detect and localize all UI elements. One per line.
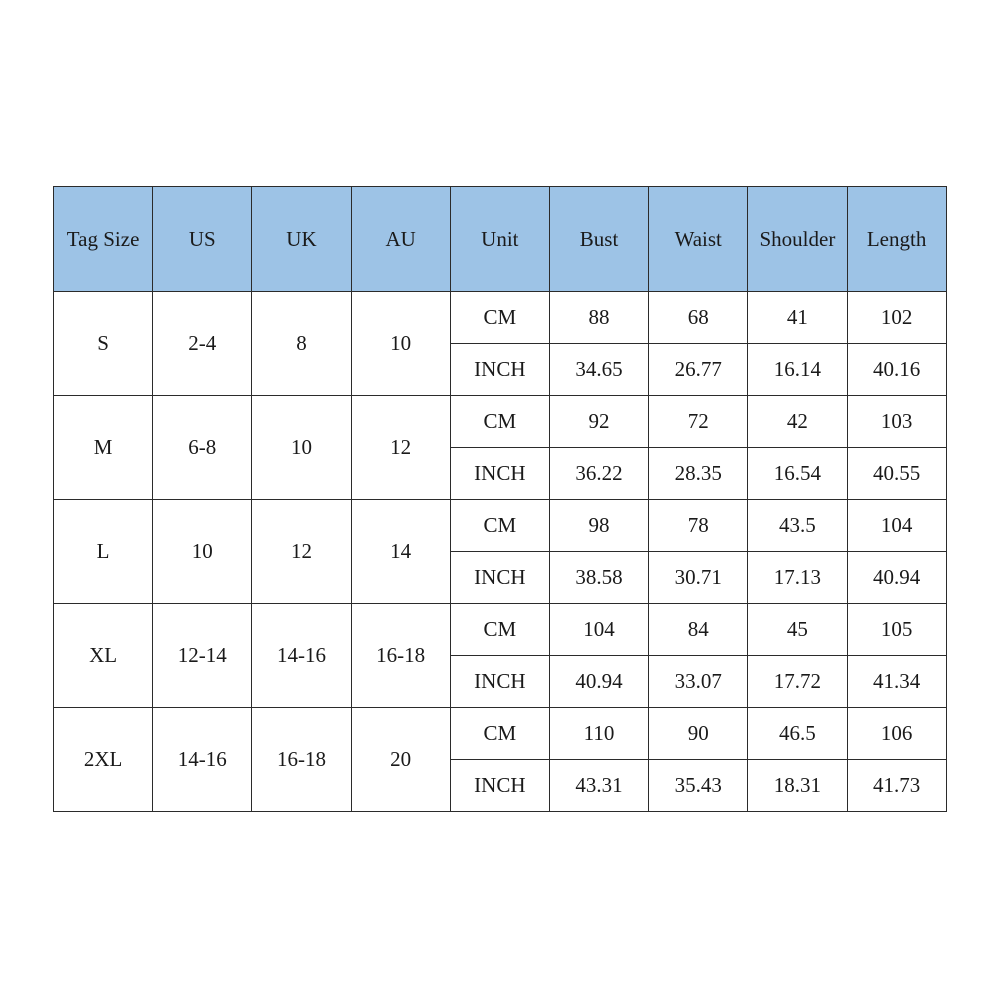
table-row (54, 604, 947, 656)
waist-cell: 78 (649, 500, 748, 552)
us-size-cell: 12-14 (153, 604, 252, 708)
shoulder-cell: 43.5 (748, 500, 847, 552)
waist-cell: 33.07 (649, 656, 748, 708)
length-cell: 106 (847, 708, 946, 760)
table-row (54, 396, 947, 448)
bust-cell: 43.31 (549, 760, 648, 812)
bust-cell: 38.58 (549, 552, 648, 604)
tag-size-cell: 2XL (54, 708, 153, 812)
length-cell: 104 (847, 500, 946, 552)
unit-cell: INCH (450, 552, 549, 604)
header-bust: Bust (549, 187, 648, 292)
us-size-cell: 6-8 (153, 396, 252, 500)
unit-cell: INCH (450, 448, 549, 500)
unit-cell: CM (450, 708, 549, 760)
unit-cell: CM (450, 396, 549, 448)
table-row (54, 708, 947, 760)
uk-size-cell: 14-16 (252, 604, 351, 708)
us-size-cell: 10 (153, 500, 252, 604)
shoulder-cell: 41 (748, 292, 847, 344)
bust-cell: 40.94 (549, 656, 648, 708)
length-cell: 40.16 (847, 344, 946, 396)
waist-cell: 90 (649, 708, 748, 760)
header-unit: Unit (450, 187, 549, 292)
header-shoulder: Shoulder (748, 187, 847, 292)
tag-size-cell: L (54, 500, 153, 604)
table-row (54, 500, 947, 552)
shoulder-cell: 16.54 (748, 448, 847, 500)
tag-size-cell: XL (54, 604, 153, 708)
header-tag-size: Tag Size (54, 187, 153, 292)
bust-cell: 98 (549, 500, 648, 552)
au-size-cell: 20 (351, 708, 450, 812)
header-length: Length (847, 187, 946, 292)
unit-cell: INCH (450, 656, 549, 708)
waist-cell: 68 (649, 292, 748, 344)
us-size-cell: 2-4 (153, 292, 252, 396)
unit-cell: CM (450, 500, 549, 552)
length-cell: 40.55 (847, 448, 946, 500)
unit-cell: CM (450, 604, 549, 656)
au-size-cell: 12 (351, 396, 450, 500)
unit-cell: CM (450, 292, 549, 344)
header-au: AU (351, 187, 450, 292)
waist-cell: 26.77 (649, 344, 748, 396)
bust-cell: 88 (549, 292, 648, 344)
header-uk: UK (252, 187, 351, 292)
waist-cell: 72 (649, 396, 748, 448)
uk-size-cell: 8 (252, 292, 351, 396)
shoulder-cell: 46.5 (748, 708, 847, 760)
shoulder-cell: 42 (748, 396, 847, 448)
length-cell: 41.34 (847, 656, 946, 708)
header-us: US (153, 187, 252, 292)
waist-cell: 28.35 (649, 448, 748, 500)
header-row (54, 187, 947, 292)
unit-cell: INCH (450, 760, 549, 812)
au-size-cell: 10 (351, 292, 450, 396)
bust-cell: 34.65 (549, 344, 648, 396)
waist-cell: 35.43 (649, 760, 748, 812)
header-waist: Waist (649, 187, 748, 292)
length-cell: 102 (847, 292, 946, 344)
length-cell: 103 (847, 396, 946, 448)
bust-cell: 110 (549, 708, 648, 760)
uk-size-cell: 10 (252, 396, 351, 500)
shoulder-cell: 17.13 (748, 552, 847, 604)
length-cell: 41.73 (847, 760, 946, 812)
shoulder-cell: 45 (748, 604, 847, 656)
tag-size-cell: S (54, 292, 153, 396)
length-cell: 105 (847, 604, 946, 656)
au-size-cell: 16-18 (351, 604, 450, 708)
table-row (54, 292, 947, 344)
uk-size-cell: 16-18 (252, 708, 351, 812)
shoulder-cell: 16.14 (748, 344, 847, 396)
shoulder-cell: 17.72 (748, 656, 847, 708)
length-cell: 40.94 (847, 552, 946, 604)
shoulder-cell: 18.31 (748, 760, 847, 812)
uk-size-cell: 12 (252, 500, 351, 604)
tag-size-cell: M (54, 396, 153, 500)
bust-cell: 36.22 (549, 448, 648, 500)
waist-cell: 84 (649, 604, 748, 656)
bust-cell: 104 (549, 604, 648, 656)
size-chart-table (53, 186, 947, 812)
unit-cell: INCH (450, 344, 549, 396)
au-size-cell: 14 (351, 500, 450, 604)
us-size-cell: 14-16 (153, 708, 252, 812)
bust-cell: 92 (549, 396, 648, 448)
waist-cell: 30.71 (649, 552, 748, 604)
